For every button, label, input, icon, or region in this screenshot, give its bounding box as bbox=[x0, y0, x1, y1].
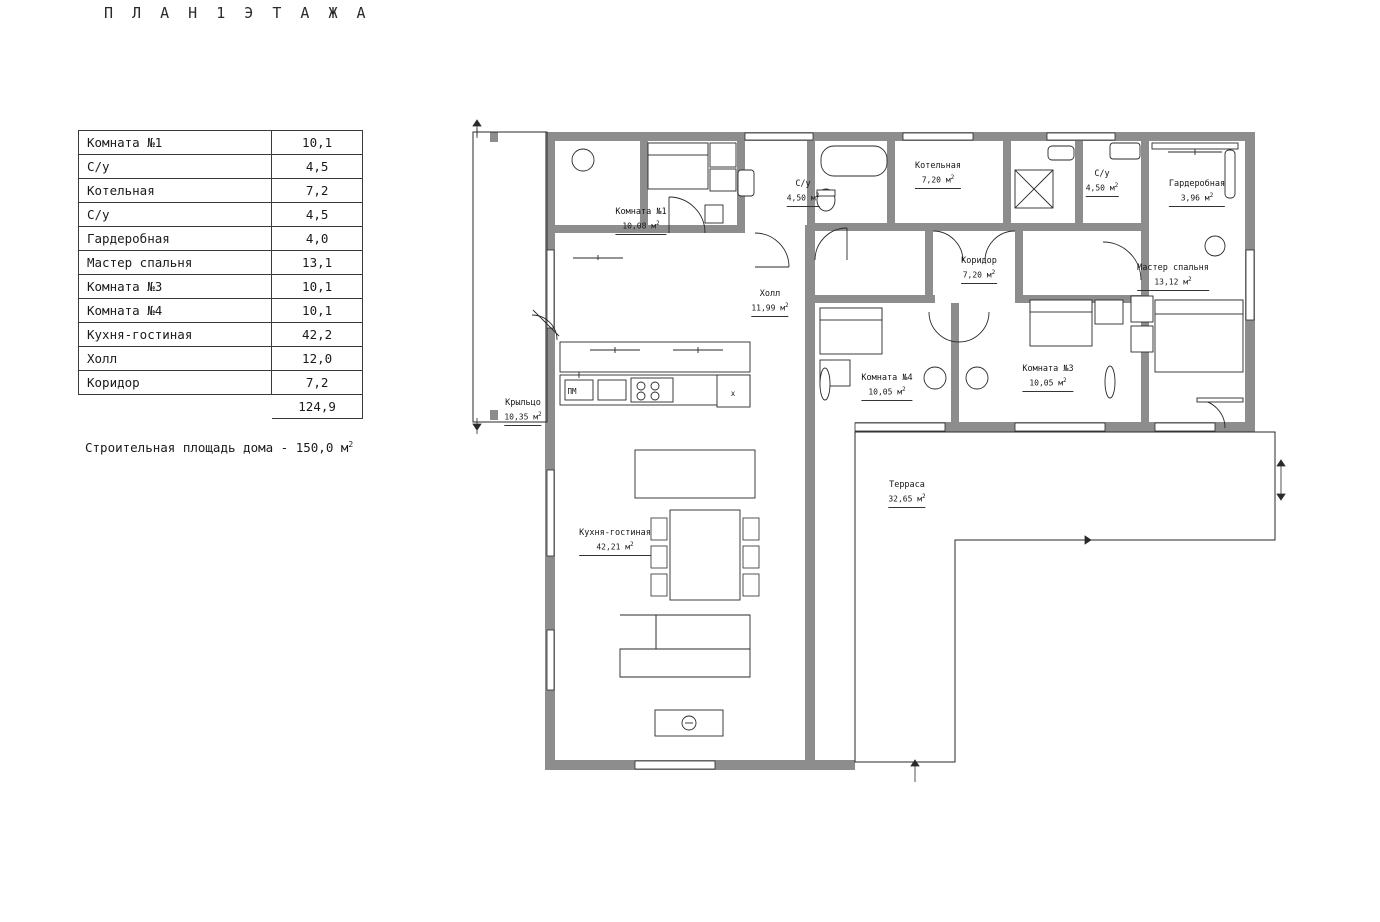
page-title: П Л А Н 1 Э Т А Ж А bbox=[104, 4, 371, 22]
room-area-value: 7,20 м bbox=[962, 270, 992, 280]
room-area-value: 42,21 м bbox=[596, 542, 631, 552]
room-name: Комната №1 bbox=[615, 207, 667, 217]
room-name: С/у bbox=[795, 179, 811, 189]
room-area bbox=[787, 190, 820, 207]
legend-room-area: 4,5 bbox=[272, 155, 363, 179]
sup: 2 bbox=[922, 493, 926, 500]
room-area bbox=[579, 539, 651, 556]
sup: 2 bbox=[950, 174, 955, 181]
sup: 2 bbox=[902, 386, 906, 393]
table-row bbox=[79, 227, 363, 251]
square-unit-sup: 2 bbox=[348, 440, 354, 449]
sup: 2 bbox=[1063, 377, 1067, 384]
room-area-value: 4,50 м bbox=[786, 193, 816, 203]
sup: 2 bbox=[1188, 276, 1192, 283]
table-row bbox=[79, 275, 363, 299]
room-name: Гардеробная bbox=[1168, 179, 1226, 189]
sup: 2 bbox=[785, 302, 789, 309]
legend-room-area: 4,0 bbox=[272, 227, 363, 251]
legend-room-name: Комната №3 bbox=[79, 275, 272, 299]
legend-room-area: 10,1 bbox=[272, 299, 363, 323]
room-name: С/у bbox=[1094, 169, 1110, 179]
appliance-label-fridge: х bbox=[730, 389, 736, 398]
legend-room-name: Коридор bbox=[79, 371, 272, 395]
room-label-komnata3 bbox=[1022, 363, 1073, 392]
legend-room-name: Гардеробная bbox=[79, 227, 272, 251]
room-area bbox=[915, 172, 961, 189]
sup: 2 bbox=[630, 541, 634, 548]
table-row bbox=[79, 371, 363, 395]
sup: 2 bbox=[815, 192, 820, 199]
legend-room-area: 10,1 bbox=[272, 275, 363, 299]
room-area-value: 13,12 м bbox=[1154, 277, 1189, 287]
legend-total-area: 124,9 bbox=[272, 395, 363, 419]
room-name: Мастер спальня bbox=[1137, 263, 1209, 273]
table-row bbox=[79, 203, 363, 227]
room-label-su1 bbox=[787, 178, 820, 207]
room-name: Котельная bbox=[914, 161, 962, 171]
sup: 2 bbox=[991, 269, 996, 276]
room-area bbox=[1169, 190, 1225, 207]
floor-plan-svg bbox=[455, 110, 1335, 810]
room-area-value: 3,96 м bbox=[1180, 193, 1210, 203]
legend-room-area: 13,1 bbox=[272, 251, 363, 275]
sup: 2 bbox=[1209, 192, 1214, 199]
legend-room-name: Мастер спальня bbox=[79, 251, 272, 275]
room-label-koridor bbox=[961, 255, 997, 284]
legend-total-label bbox=[79, 395, 272, 419]
sup: 2 bbox=[1114, 182, 1119, 189]
floor-plan-drawing bbox=[455, 110, 1335, 810]
legend-room-area: 42,2 bbox=[272, 323, 363, 347]
table-row bbox=[79, 299, 363, 323]
room-name: Комната №3 bbox=[1022, 364, 1074, 374]
room-label-master-spalnya bbox=[1137, 262, 1209, 291]
legend-body bbox=[79, 131, 363, 419]
table-row bbox=[79, 155, 363, 179]
room-area-value: 10,05 м bbox=[868, 387, 903, 397]
building-area-note-text: Строительная площадь дома - 150,0 м bbox=[85, 440, 349, 456]
room-name: Терраса bbox=[889, 480, 925, 490]
room-label-kuhnya-gostinaya bbox=[579, 527, 651, 556]
appliance-label-dishwasher: ПМ bbox=[567, 387, 577, 396]
dimension-arrows bbox=[473, 120, 1285, 782]
legend-room-name: С/у bbox=[79, 155, 272, 179]
room-area-value: 10,08 м bbox=[622, 221, 657, 231]
room-area bbox=[1137, 274, 1209, 291]
legend-room-area: 7,2 bbox=[272, 179, 363, 203]
sup: 2 bbox=[656, 220, 660, 227]
room-area-value: 32,65 м bbox=[888, 494, 923, 504]
room-area bbox=[861, 384, 912, 401]
room-area-value: 7,20 м bbox=[921, 175, 951, 185]
room-area bbox=[1086, 180, 1119, 197]
table-row bbox=[79, 131, 363, 155]
room-name: Холл bbox=[759, 289, 781, 299]
room-area bbox=[751, 300, 788, 317]
legend-room-name: С/у bbox=[79, 203, 272, 227]
legend-room-name: Комната №4 bbox=[79, 299, 272, 323]
room-area bbox=[888, 491, 925, 508]
legend-room-area: 12,0 bbox=[272, 347, 363, 371]
room-area bbox=[1022, 375, 1073, 392]
room-label-holl bbox=[751, 288, 788, 317]
room-area-value: 10,35 м bbox=[504, 412, 539, 422]
room-name: Коридор bbox=[961, 256, 997, 266]
table-row bbox=[79, 179, 363, 203]
room-label-komnata4 bbox=[861, 372, 912, 401]
sup: 2 bbox=[538, 411, 542, 418]
room-label-kryltso bbox=[504, 397, 541, 426]
legend-room-name: Котельная bbox=[79, 179, 272, 203]
room-area-value: 11,99 м bbox=[751, 303, 786, 313]
legend-room-name: Комната №1 bbox=[79, 131, 272, 155]
table-row bbox=[79, 251, 363, 275]
room-area-value: 4,50 м bbox=[1085, 183, 1115, 193]
table-row-total bbox=[79, 395, 363, 419]
legend-room-area: 10,1 bbox=[272, 131, 363, 155]
room-label-kotelnaya bbox=[915, 160, 961, 189]
walls bbox=[490, 132, 1255, 770]
room-name: Кухня-гостиная bbox=[579, 528, 651, 538]
furniture-komnata1 bbox=[572, 143, 736, 260]
room-label-su2 bbox=[1086, 168, 1119, 197]
room-area bbox=[615, 218, 666, 235]
table-row bbox=[79, 347, 363, 371]
legend-room-area: 4,5 bbox=[272, 203, 363, 227]
room-area bbox=[961, 267, 997, 284]
room-area-value: 10,05 м bbox=[1029, 378, 1064, 388]
table-row bbox=[79, 323, 363, 347]
legend-room-name: Холл bbox=[79, 347, 272, 371]
legend-room-name: Кухня-гостиная bbox=[79, 323, 272, 347]
room-label-garderobnaya bbox=[1169, 178, 1225, 207]
legend-room-area: 7,2 bbox=[272, 371, 363, 395]
room-label-komnata1 bbox=[615, 206, 666, 235]
room-name: Комната №4 bbox=[861, 373, 913, 383]
room-label-terrasa bbox=[888, 479, 925, 508]
room-name: Крыльцо bbox=[505, 398, 541, 408]
building-area-note bbox=[85, 440, 353, 455]
room-area-legend-table bbox=[78, 130, 363, 419]
room-area bbox=[504, 409, 541, 426]
